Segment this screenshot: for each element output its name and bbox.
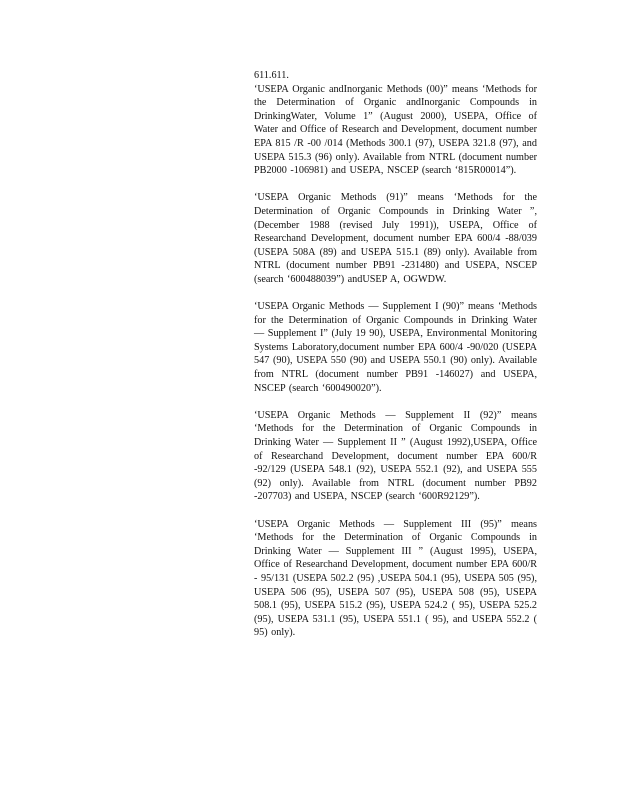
- definition-paragraph: ‘USEPA Organic Methods — Supplement II (92)” means ‘Methods for the Determination of Organic Compounds in Drinking Water — Supplement II ” (August 1992),USEPA, Office of Researchand Development, document number EPA 600/R -92/129 (USEPA 548.1 (92), USEPA 552.1 (92), and USEPA 555 (92) only). Available from NTRL (document number PB92 -207703) and USEPA, NSCEP (search ‘600R92129”).: [254, 409, 537, 503]
- definition-paragraph: ‘USEPA Organic andInorganic Methods (00)” means ‘Methods for the Determination of Organic andInorganic Compounds in DrinkingWater, Volume 1” (August 2000), USEPA, Office of Water and Office of Research and Development, document number EPA 815 /R -00 /014 (Methods 300.1 (97), USEPA 321.8 (97), and USEPA 515.3 (96) only). Available from NTRL (document number PB2000 -106981) and USEPA, NSCEP (search ‘815R00014”).: [254, 83, 537, 177]
- text-column: [254, 69, 537, 654]
- section-number: 611.611.: [254, 70, 289, 81]
- definition-paragraph: ‘USEPA Organic Methods — Supplement III (95)” means ‘Methods for the Determination of Organic Compounds in Drinking Water — Supplement III ” (August 1995), USEPA, Office of Researchand Development, document number EPA 600/R - 95/131 (USEPA 502.2 (95) ,USEPA 504.1 (95), USEPA 505 (95), USEPA 506 (95), USEPA 507 (95), USEPA 508 (95), USEPA 508.1 (95), USEPA 515.2 (95), USEPA 524.2 ( 95), USEPA 525.2 (95), USEPA 531.1 (95), USEPA 551.1 ( 95), and USEPA 552.2 ( 95) only).: [254, 518, 537, 639]
- definition-paragraph: ‘USEPA Organic Methods (91)” means ‘Methods for the Determination of Organic Compounds in Drinking Water ”, (December 1988 (revised July 1991)), USEPA, Office of Researchand Development, document number EPA 600/4 -88/039 (USEPA 508A (89) and USEPA 515.1 (89) only). Available from NTRL (document number PB91 -231480) and USEPA, NSCEP (search ‘600488039”) andUSEP A, OGWDW.: [254, 192, 537, 285]
- definition-paragraph: ‘USEPA Organic Methods — Supplement I (90)” means ‘Methods for the Determination of Organic Compounds in Drinking Water — Supplement I” (July 19 90), USEPA, Environmental Monitoring Systems Laboratory,document number EPA 600/4 -90/020 (USEPA 547 (90), USEPA 550 (90) and USEPA 550.1 (90) only). Available from NTRL (document number PB91 -146027) and USEPA, NSCEP (search ‘600490020”).: [254, 301, 537, 394]
